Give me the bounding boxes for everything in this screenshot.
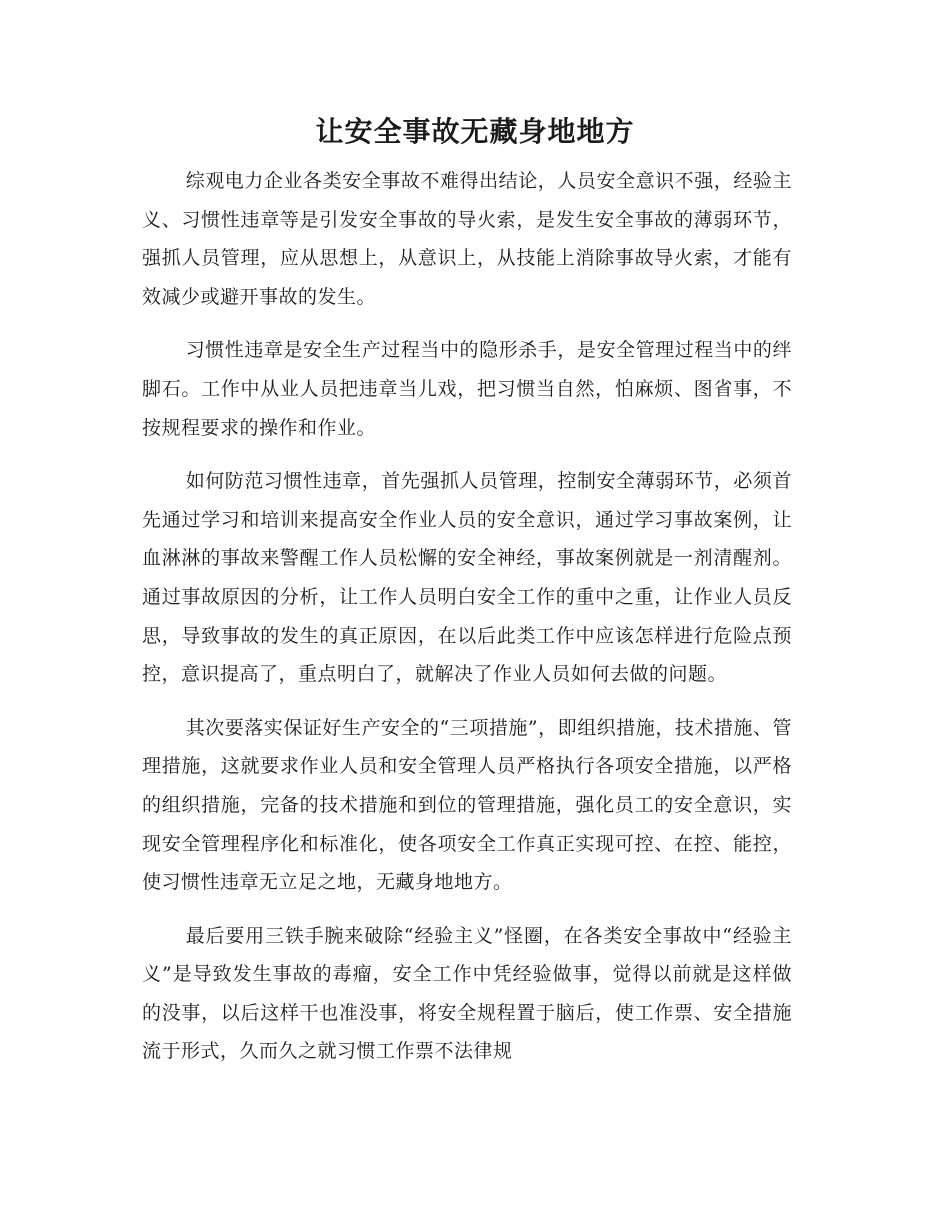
paragraph-4: 其次要落实保证好生产安全的“三项措施”，即组织措施，技术措施、管理措施，这就要求作业人员和安全管理人员严格执行各项安全措施，以严格的组织措施，完备的技术措施和到位的管理措施，强化员工的安全意识，实现安全管理程序化和标准化，使各项安全工作真正实现可控、在控、能控，使习惯性违章无立足之地，无藏身地地方。 — [142, 716, 792, 894]
document-body — [142, 162, 792, 1086]
paragraph-1: 综观电力企业各类安全事故不难得出结论，人员安全意识不强，经验主义、习惯性违章等是引发安全事故的导火索，是发生安全事故的薄弱环节，强抓人员管理，应从思想上，从意识上，从技能上消除事故导火索，才能有效减少或避开事故的发生。 — [142, 170, 792, 308]
paragraph-2: 习惯性违章是安全生产过程当中的隐形杀手，是安全管理过程当中的绊脚石。工作中从业人员把违章当儿戏，把习惯当自然，怕麻烦、图省事，不按规程要求的操作和作业。 — [142, 339, 792, 439]
paragraph-5: 最后要用三铁手腕来破除“经验主义”怪圈，在各类安全事故中“经验主义”是导致发生事故的毒瘤，安全工作中凭经验做事，觉得以前就是这样做的没事，以后这样干也准没事，将安全规程置于脑后，使工作票、安全措施流于形式，久而久之就习惯工作票不法律规 — [142, 924, 792, 1063]
page-title: 让安全事故无藏身地地方 — [315, 115, 635, 148]
paragraph-3: 如何防范习惯性违章，首先强抓人员管理，控制安全薄弱环节，必须首先通过学习和培训来提高安全作业人员的安全意识，通过学习事故案例，让血淋淋的事故来警醒工作人员松懈的安全神经，事故案例就是一剂清醒剂。通过事故原因的分析，让工作人员明白安全工作的重中之重，让作业人员反思，导致事故的发生的真正原因，在以后此类工作中应该怎样进行危险点预控，意识提高了，重点明白了，就解决了作业人员如何去做的问题。 — [142, 470, 792, 686]
